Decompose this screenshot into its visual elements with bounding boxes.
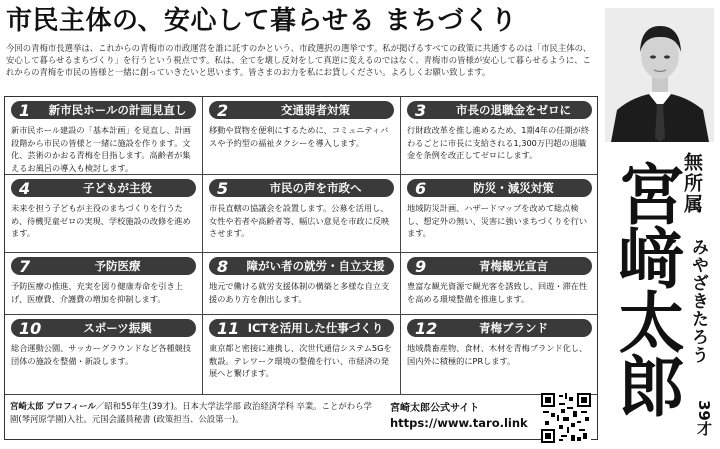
profile — [10, 400, 378, 426]
policy-body: 移動や買物を便利にするために、コミュニティバスや予約型の福祉タクシーを導入します。 — [209, 125, 389, 148]
policy-body: 行財政改革を推し進めるため、1期4年の任期が終わるごとに市長に支給される1,300万円超の退職金を条例を改正してゼロにします。 — [407, 125, 590, 160]
policy-card — [401, 175, 598, 253]
candidate-name-kana: みやざきたろう — [688, 238, 708, 364]
policy-body: 未来を担う子どもが主役のまちづくりを行うため、待機児童ゼロの実現、学校施設の改修を進めます。 — [11, 203, 191, 238]
policy-title: ICTを活用した仕事づくり — [247, 321, 384, 335]
policy-card — [401, 315, 598, 395]
policy-title: 青梅ブランド — [479, 321, 548, 335]
policy-card — [203, 253, 401, 315]
policy-number: 7 — [19, 256, 31, 276]
policy-body: 新市民ホール建設の「基本計画」を見直し、計画段階から市民の皆様と一緒に施設を作ります。文化、芸術のかおる青梅を目指します。高齢者が集えるお風呂の導入も検討します。 — [11, 125, 191, 173]
policy-header — [209, 319, 394, 337]
policy-header — [11, 179, 196, 197]
policy-body: 市長直轄の協議会を設置します。公募を活用し、女性や若者や高齢者等、幅広い意見を市政に反映させます。 — [209, 203, 390, 238]
policy-body: 地域防災計画、ハザードマップを改めて総点検し、想定外の無い、災害に強いまちづくりを行います。 — [407, 203, 588, 238]
policy-card — [203, 175, 401, 253]
policy-number: 12 — [415, 318, 438, 338]
policy-number: 5 — [217, 178, 229, 198]
policy-body: 豊富な観光資源で観光客を誘致し、回遊・滞在性を高める環境整備を推進します。 — [407, 281, 588, 304]
policy-header — [407, 101, 592, 119]
policy-number: 3 — [415, 100, 427, 120]
policy-title: 新市民ホールの計画見直し — [48, 103, 187, 117]
policy-number: 6 — [415, 178, 427, 198]
candidate-panel — [601, 0, 720, 449]
policy-header — [11, 101, 196, 119]
headline: 市民主体の、安心して暮らせる まちづくり — [6, 6, 517, 36]
policy-title: 子どもが主役 — [83, 181, 152, 195]
policy-header — [209, 257, 394, 275]
policy-title: 市長の退職金をゼロに — [456, 103, 571, 117]
policy-header — [11, 257, 196, 275]
policy-card — [203, 315, 401, 395]
profile-text: ／昭和55年生(39才)。日本大学法学部 政治経済学科 卒業。ことがわら学園(琴河原学園)入社。元国会議員秘書 (政策担当、公設第一)。 — [10, 401, 372, 424]
qr-code-icon[interactable] — [541, 393, 591, 443]
policy-title: 防災・減災対策 — [473, 181, 554, 195]
policy-body: 予防医療の推進、充実を図り健康寿命を引き上げ、医療費、介護費の増加を抑制します。 — [11, 281, 183, 304]
policy-body: 地元で働ける就労支援体制の構築と多様な自立支援のあり方を創出します。 — [209, 281, 390, 304]
candidate-affiliation: 無所属 — [681, 152, 703, 215]
policy-card — [401, 97, 598, 175]
policy-header — [407, 179, 592, 197]
policy-body: 東京都と密接に連携し、次世代通信システム5Gを敷設。テレワーク環境の整備を行い、市経済の発展へと繋げます。 — [209, 343, 392, 378]
candidate-photo — [605, 8, 714, 142]
policy-card — [5, 253, 203, 315]
policy-title: 障がい者の就労・自立支援 — [246, 259, 385, 273]
policy-header — [209, 101, 394, 119]
policy-number: 10 — [19, 318, 42, 338]
policy-body: 総合運動公園、サッカーグラウンドなど各種競技団体の施設を整備・新設します。 — [11, 343, 191, 366]
policy-header — [209, 179, 394, 197]
policy-card — [401, 253, 598, 315]
candidate-name: 宮﨑太郎 — [607, 160, 685, 416]
policy-number: 4 — [19, 178, 31, 198]
policy-header — [11, 319, 196, 337]
policy-grid — [4, 96, 598, 440]
policy-header — [407, 319, 592, 337]
profile-name-label: 宮崎太郎 プロフィール — [10, 401, 96, 411]
policy-number: 1 — [19, 100, 31, 120]
intro-text: 今回の青梅市長選挙は、これからの青梅市の市政運営を誰に託すのかという、市政選択の選挙です。私が掲げるすべての政策に共通するのは「市民主体の、安心して暮らせるまちづくり」を行うという視点です。私は、全てを壊し反対をして真逆に変えるのではなく、青梅市の皆様が安心して暮らせるように、これからの青梅を市民の皆様と一緒に創っていきたいと思います。皆さまのお力を私にお貸しください。よろしくお願い致します。 — [6, 43, 592, 77]
policy-header — [407, 257, 592, 275]
policy-title: 青梅観光宣言 — [479, 259, 548, 273]
policy-title: スポーツ振興 — [83, 321, 152, 335]
policy-number: 2 — [217, 100, 229, 120]
site-url[interactable]: https://www.taro.link — [390, 416, 528, 430]
policy-title: 交通弱者対策 — [281, 103, 350, 117]
official-site — [390, 399, 528, 430]
policy-card — [203, 97, 401, 175]
policy-title: 予防医療 — [94, 259, 141, 273]
policy-number: 8 — [217, 256, 229, 276]
policy-card — [5, 315, 203, 395]
policy-number: 9 — [415, 256, 427, 276]
site-label: 宮崎太郎公式サイト — [390, 403, 480, 414]
policy-number: 11 — [217, 318, 240, 338]
policy-body: 地域農畜産物、食材、木材を青梅ブランド化し、国内外に積極的にPRします。 — [407, 343, 588, 366]
policy-card — [5, 97, 203, 175]
policy-title: 市民の声を市政へ — [269, 181, 362, 195]
candidate-age: 39才 — [695, 400, 713, 436]
policy-card — [5, 175, 203, 253]
